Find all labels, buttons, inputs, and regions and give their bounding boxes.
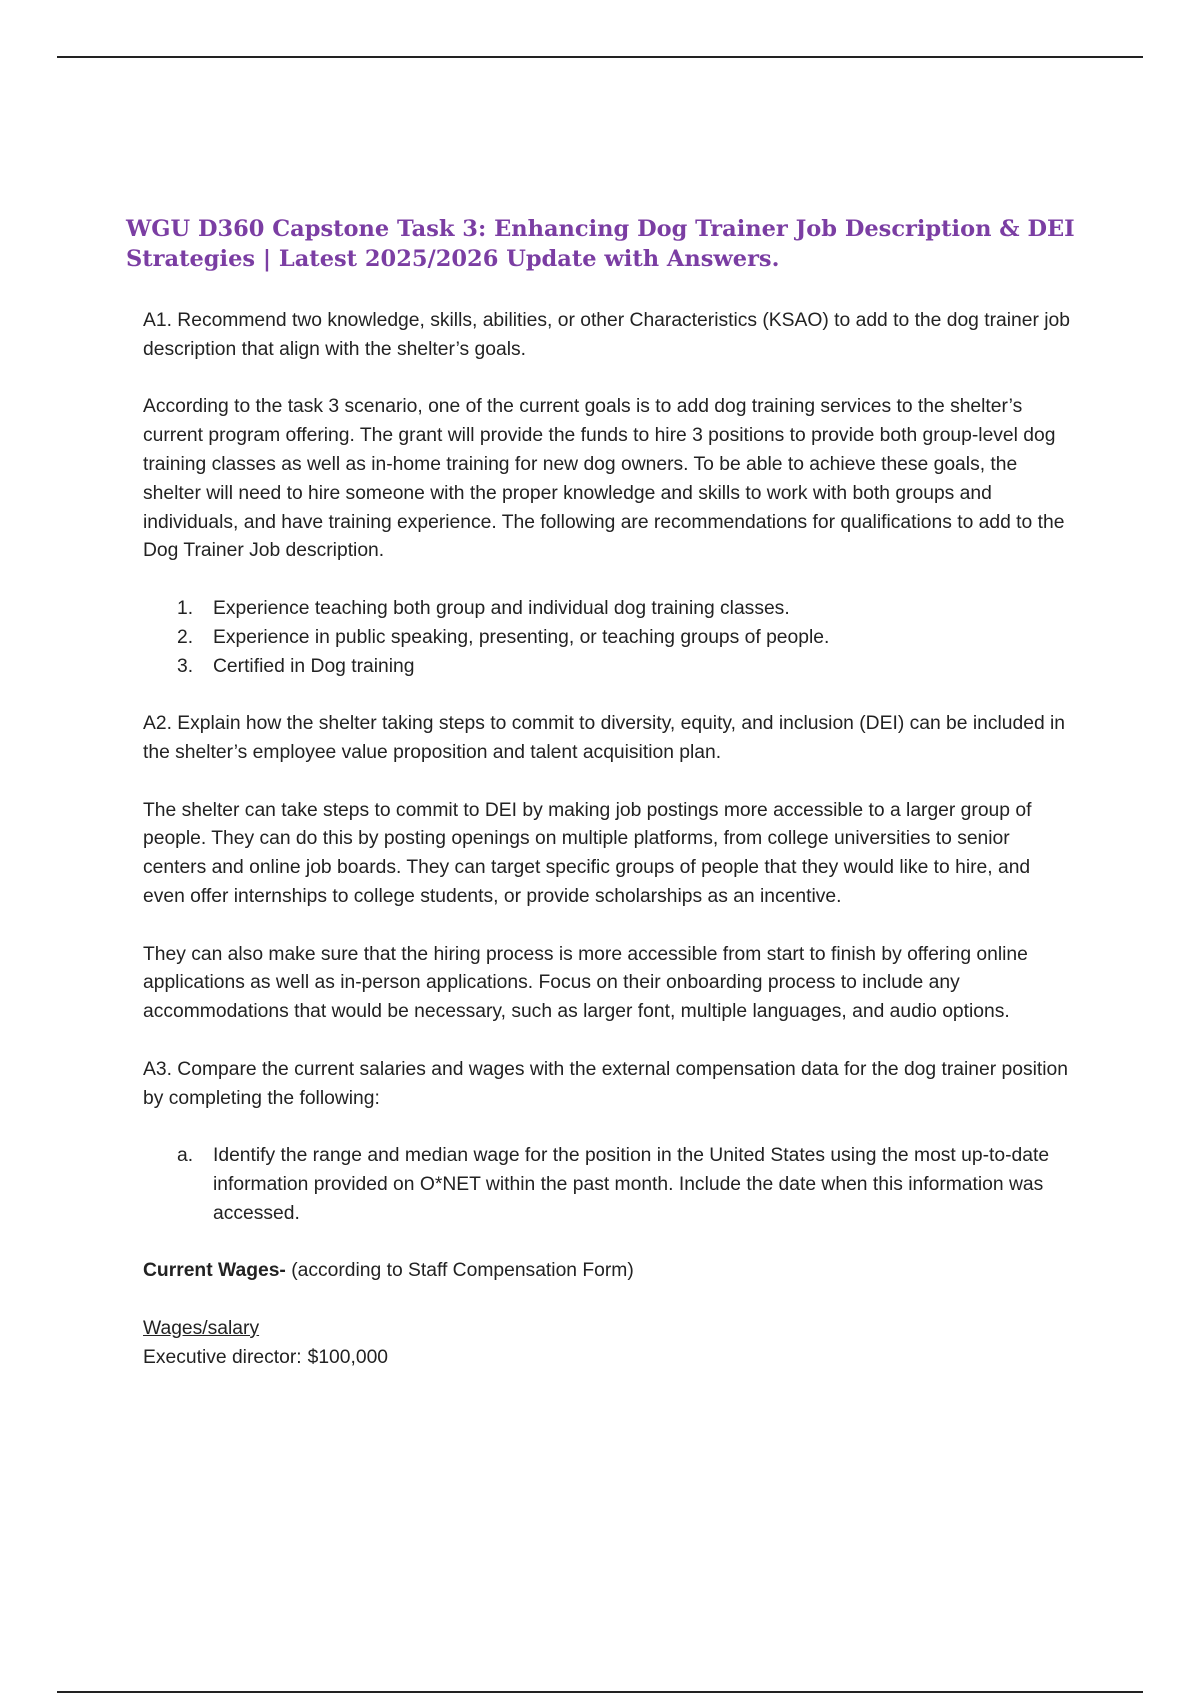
- top-rule: [57, 56, 1143, 58]
- bottom-rule: [57, 1691, 1143, 1693]
- exec-director-salary: $100,000: [307, 1346, 389, 1368]
- list-marker: 3.: [177, 655, 194, 677]
- a1-answer: According to the task 3 scenario, one of the current goals is to add dog training services to the shelter’s current program offering. The grant will provide the funds to hire 3 positions to provide both group-level dog training classes as well as in-home training for new dog owners. To be able to achieve these goals, the shelter will need to hire someone with the proper knowledge and skills to work with both groups and individuals, and have training experience. The following are recommendations for qualifications to add to the Dog Trainer Job description.: [143, 396, 1065, 562]
- wages-heading: [143, 1315, 1073, 1344]
- list-marker: a.: [177, 1145, 194, 1167]
- list-item-text: Experience in public speaking, presenting, or teaching groups of people.: [213, 626, 830, 648]
- current-wages-label: Current Wages-: [143, 1260, 286, 1282]
- list-marker: 1.: [177, 597, 194, 619]
- a3-question: A3. Compare the current salaries and wages with the external compensation data for the dog trainer position by completing the following:: [143, 1058, 1068, 1109]
- a2-question: A2. Explain how the shelter taking steps to commit to diversity, equity, and inclusion (DEI) can be included in the shelter’s employee value proposition and talent acquisition plan.: [143, 713, 1066, 763]
- exec-director-line: [143, 1344, 1073, 1373]
- list-item: [143, 653, 1073, 682]
- list-item: [143, 624, 1073, 653]
- a1-list: [143, 595, 1073, 681]
- a1-question: A1. Recommend two knowledge, skills, abilities, or other Characteristics (KSAO) to add to the dog trainer job description that align with the shelter’s goals.: [143, 310, 1070, 360]
- current-wages-note: (according to Staff Compensation Form): [291, 1260, 634, 1282]
- a2-answer-1: The shelter can take steps to commit to DEI by making job postings more accessible to a larger group of people. They can do this by posting openings on multiple platforms, from college universities to senior centers and online job boards. They can target specific groups of people that they would like to hire, and even offer internships to college students, or provide scholarships as an incentive.: [143, 799, 1032, 907]
- list-marker: 2.: [177, 626, 194, 648]
- wages-heading-text: Wages/salary: [143, 1317, 260, 1339]
- a3-list: [143, 1142, 1073, 1228]
- exec-director-label: Executive director:: [143, 1346, 302, 1368]
- list-item-text: Certified in Dog training: [213, 655, 415, 677]
- document-body: [143, 307, 1073, 1372]
- list-item-text: Experience teaching both group and individual dog training classes.: [213, 597, 790, 619]
- document-title: WGU D360 Capstone Task 3: Enhancing Dog Trainer Job Description & DEI Strategies | Latest 2025/2026 Update with Answers.: [126, 216, 1075, 272]
- list-item: [143, 595, 1073, 624]
- list-item-text: Identify the range and median wage for the position in the United States using the most up-to-date information provided on O*NET within the past month. Include the date when this information was accessed.: [213, 1145, 1050, 1224]
- list-item: [143, 1142, 1073, 1228]
- a2-answer-2: They can also make sure that the hiring process is more accessible from start to finish by offering online applications as well as in-person applications. Focus on their onboarding process to include any accommodations that would be necessary, such as larger font, multiple languages, and audio options.: [143, 943, 1028, 1023]
- current-wages-line: [143, 1257, 1073, 1286]
